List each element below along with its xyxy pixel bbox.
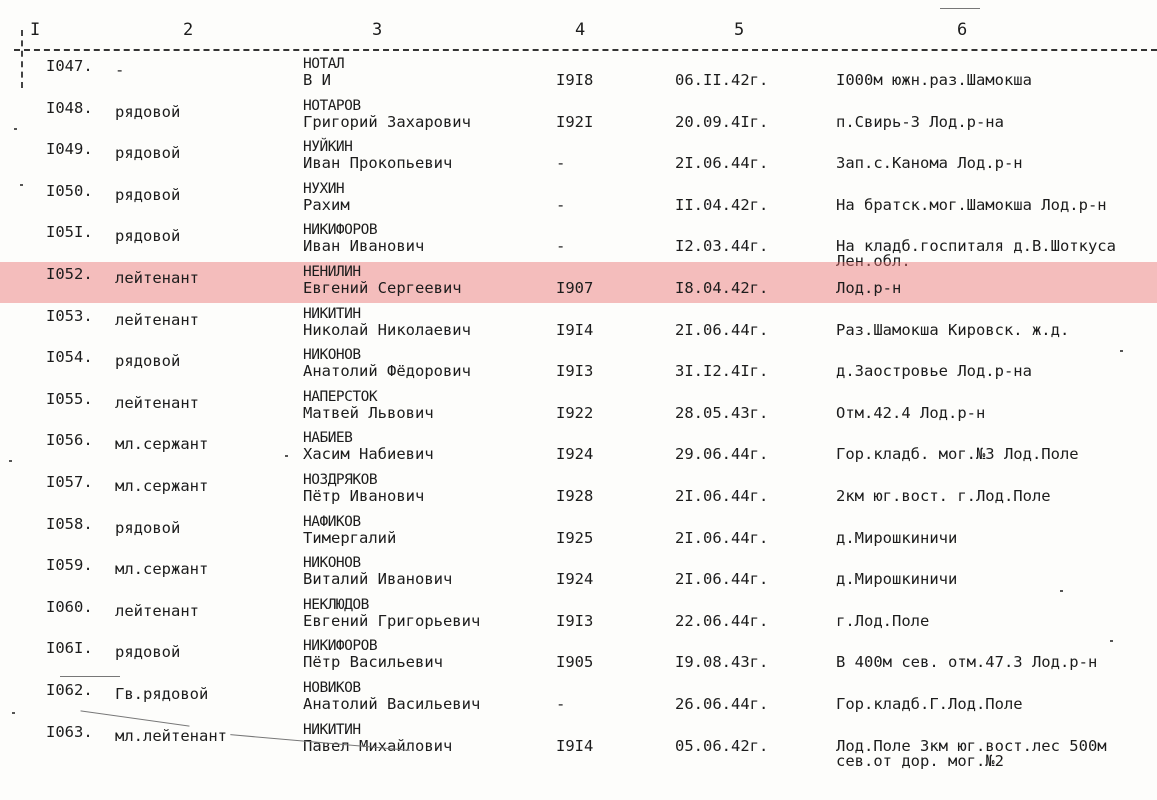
birth-year-cell: I924 xyxy=(556,570,594,589)
death-date-cell: 05.06.42г. xyxy=(675,736,769,755)
burial-place-cell: Отм.42.4 Лод.р-н xyxy=(836,403,986,422)
rank-cell: рядовой xyxy=(115,144,181,163)
burial-place-cell: В 400м сев. отм.47.3 Лод.р-н xyxy=(836,653,1098,672)
given-name-cell: Павел Михайлович xyxy=(303,736,453,755)
record-number: I059. xyxy=(46,556,93,575)
death-date-cell: I8.04.42г. xyxy=(675,279,769,297)
surname-cell: НАФИКОВ xyxy=(303,513,361,530)
death-date-cell: 2I.06.44г. xyxy=(675,570,769,589)
given-name-cell: Григорий Захарович xyxy=(303,112,471,131)
given-name-cell: Иван Прокопьевич xyxy=(303,154,453,173)
surname-cell: НИКИФОРОВ xyxy=(303,222,378,239)
surname-cell: НИКИТИН xyxy=(303,721,361,738)
birth-year-cell: I92I xyxy=(556,112,594,131)
column-header-1: I xyxy=(30,20,41,40)
death-date-cell: I9.08.43г. xyxy=(675,653,769,672)
birth-year-cell: I9I3 xyxy=(556,362,594,381)
record-number: I063. xyxy=(46,722,93,741)
column-header-6: 6 xyxy=(957,20,968,40)
rank-cell: лейтенант xyxy=(115,393,199,412)
rank-cell: рядовой xyxy=(115,643,181,662)
death-date-cell: 2I.06.44г. xyxy=(675,320,769,339)
birth-year-cell: I9I4 xyxy=(556,736,594,755)
scan-speck xyxy=(1120,350,1123,352)
rank-cell: Гв.рядовой xyxy=(115,685,209,703)
table-row xyxy=(0,720,1157,770)
table-row-highlighted xyxy=(0,262,1157,303)
record-number: I047. xyxy=(46,57,93,75)
scan-scratch xyxy=(940,8,980,9)
given-name-cell: Анатолий Васильевич xyxy=(303,695,481,713)
death-date-cell: 22.06.44г. xyxy=(675,611,769,630)
rank-cell: - xyxy=(115,61,125,79)
table-row xyxy=(0,595,1157,636)
burial-place-cell: д.Мирошкиничи xyxy=(836,528,958,547)
given-name-cell: Евгений Григорьевич xyxy=(303,611,481,630)
table-row xyxy=(0,387,1157,428)
birth-year-cell: I9I4 xyxy=(556,320,594,339)
surname-cell: НОВИКОВ xyxy=(303,680,361,696)
table-row xyxy=(0,345,1157,386)
burial-place-cell: г.Лод.Поле xyxy=(836,611,930,630)
death-date-cell: 2I.06.44г. xyxy=(675,528,769,547)
surname-cell: НОТАЛ xyxy=(303,56,345,72)
table-row xyxy=(0,678,1157,719)
record-number: I053. xyxy=(46,306,93,325)
record-number: I049. xyxy=(46,140,93,159)
given-name-cell: Николай Николаевич xyxy=(303,320,471,339)
scan-speck xyxy=(285,455,288,457)
burial-place-cell: п.Свирь-3 Лод.р-на xyxy=(836,112,1004,131)
given-name-cell: Иван Иванович xyxy=(303,237,425,256)
rank-cell: лейтенант xyxy=(115,269,199,287)
burial-place-cell: I000м южн.раз.Шамокша xyxy=(836,71,1032,89)
rank-cell: мл.сержант xyxy=(115,435,209,454)
given-name-cell: Матвей Львович xyxy=(303,403,434,422)
death-date-cell: 3I.I2.4Iг. xyxy=(675,362,769,381)
burial-place-cell: д.Заостровье Лод.р-на xyxy=(836,362,1032,381)
rank-cell: мл.лейтенант xyxy=(115,726,227,745)
birth-year-cell: I922 xyxy=(556,403,594,422)
death-date-cell: 2I.06.44г. xyxy=(675,487,769,505)
record-number: I055. xyxy=(46,389,93,408)
record-number: I048. xyxy=(46,98,93,117)
record-number: I058. xyxy=(46,514,93,533)
table-row xyxy=(0,470,1157,511)
death-date-cell: 2I.06.44г. xyxy=(675,154,769,173)
given-name-cell: Виталий Иванович xyxy=(303,570,453,589)
table-row xyxy=(0,553,1157,594)
burial-place-cell: Гор.кладб.Г.Лод.Поле xyxy=(836,695,1023,713)
table-row xyxy=(0,179,1157,220)
table-row xyxy=(0,428,1157,469)
death-date-cell: I2.03.44г. xyxy=(675,237,769,256)
birth-year-cell: I9I8 xyxy=(556,71,594,89)
rank-cell: лейтенант xyxy=(115,310,199,329)
burial-place-cont-cell: Лен.обл. xyxy=(836,252,911,271)
record-number: I05I. xyxy=(46,223,93,242)
burial-place-cell: На кладб.госпиталя д.В.Шоткуса xyxy=(836,237,1116,256)
column-header-2: 2 xyxy=(183,20,194,40)
column-header-4: 4 xyxy=(575,20,586,40)
birth-year-cell: I928 xyxy=(556,487,594,505)
table-row xyxy=(0,54,1157,95)
scan-speck xyxy=(20,184,23,186)
death-date-cell: 29.06.44г. xyxy=(675,445,769,464)
burial-place-cont-cell: сев.от дор. мог.№2 xyxy=(836,751,1004,770)
scan-speck xyxy=(1060,590,1063,592)
birth-year-cell: - xyxy=(556,154,566,173)
surname-cell: НОЗДРЯКОВ xyxy=(303,472,378,488)
burial-place-cell: д.Мирошкиничи xyxy=(836,570,958,589)
table-row xyxy=(0,512,1157,553)
record-number: I054. xyxy=(46,348,93,367)
rank-cell: рядовой xyxy=(115,102,181,121)
rank-cell: рядовой xyxy=(115,227,181,246)
surname-cell: НИКОНОВ xyxy=(303,347,361,364)
given-name-cell: Анатолий Фёдорович xyxy=(303,362,471,381)
rank-cell: рядовой xyxy=(115,185,181,204)
rank-cell: рядовой xyxy=(115,518,181,537)
surname-cell: НАБИЕВ xyxy=(303,430,353,447)
given-name-cell: Тимергалий xyxy=(303,528,397,547)
rank-cell: мл.сержант xyxy=(115,477,209,495)
given-name-cell: Пётр Иванович xyxy=(303,487,425,505)
header-divider xyxy=(14,49,1157,51)
given-name-cell: Рахим xyxy=(303,195,350,214)
birth-year-cell: I907 xyxy=(556,279,594,297)
table-row xyxy=(0,636,1157,677)
death-date-cell: 28.05.43г. xyxy=(675,403,769,422)
birth-year-cell: I924 xyxy=(556,445,594,464)
surname-cell: НИКИФОРОВ xyxy=(303,638,378,655)
surname-cell: НАПЕРСТОК xyxy=(303,388,378,405)
record-number: I052. xyxy=(46,265,93,283)
burial-place-cell: На братск.мог.Шамокша Лод.р-н xyxy=(836,195,1107,214)
burial-place-cell: Раз.Шамокша Кировск. ж.д. xyxy=(836,320,1070,339)
burial-place-cell: Лод.Поле 3км юг.вост.лес 500м xyxy=(836,736,1107,755)
record-number: I056. xyxy=(46,431,93,450)
birth-year-cell: - xyxy=(556,237,566,256)
scan-speck xyxy=(9,460,12,462)
burial-place-cell: Зап.с.Канома Лод.р-н xyxy=(836,154,1023,173)
given-name-cell: В И xyxy=(303,71,331,89)
burial-place-cell: 2км юг.вост. г.Лод.Поле xyxy=(836,487,1051,505)
rank-cell: рядовой xyxy=(115,352,181,371)
table-row xyxy=(0,137,1157,178)
scan-speck xyxy=(12,712,15,714)
given-name-cell: Пётр Васильевич xyxy=(303,653,443,672)
burial-place-cell: Гор.кладб. мог.№3 Лод.Поле xyxy=(836,445,1079,464)
table-row xyxy=(0,96,1157,137)
death-date-cell: 26.06.44г. xyxy=(675,695,769,713)
column-header-3: 3 xyxy=(372,20,383,40)
birth-year-cell: I925 xyxy=(556,528,594,547)
scan-scratch xyxy=(60,676,120,677)
surname-cell: НЕНИЛИН xyxy=(303,264,361,280)
column-header-row xyxy=(0,20,1157,46)
given-name-cell: Евгений Сергеевич xyxy=(303,279,462,297)
scan-speck xyxy=(1110,640,1113,642)
surname-cell: НЕКЛЮДОВ xyxy=(303,596,369,613)
birth-year-cell: - xyxy=(556,195,566,214)
birth-year-cell: I905 xyxy=(556,653,594,672)
death-date-cell: II.04.42г. xyxy=(675,195,769,214)
rank-cell: мл.сержант xyxy=(115,560,209,579)
table-row xyxy=(0,220,1157,271)
surname-cell: НОТАРОВ xyxy=(303,97,361,114)
record-number: I06I. xyxy=(46,639,93,658)
burial-place-cell: Лод.р-н xyxy=(836,279,902,297)
rank-cell: лейтенант xyxy=(115,601,199,620)
scan-speck xyxy=(14,128,17,130)
surname-cell: НИКОНОВ xyxy=(303,555,361,572)
birth-year-cell: I9I3 xyxy=(556,611,594,630)
surname-cell: НУЙКИН xyxy=(303,139,353,156)
death-date-cell: 20.09.4Iг. xyxy=(675,112,769,131)
table-row xyxy=(0,304,1157,345)
column-header-5: 5 xyxy=(734,20,745,40)
surname-cell: НУХИН xyxy=(303,180,345,197)
record-number: I057. xyxy=(46,473,93,491)
record-number: I050. xyxy=(46,181,93,200)
record-number: I062. xyxy=(46,681,93,699)
record-number: I060. xyxy=(46,597,93,616)
surname-cell: НИКИТИН xyxy=(303,305,361,322)
death-date-cell: 06.II.42г. xyxy=(675,71,769,89)
given-name-cell: Хасим Набиевич xyxy=(303,445,434,464)
birth-year-cell: - xyxy=(556,695,566,713)
